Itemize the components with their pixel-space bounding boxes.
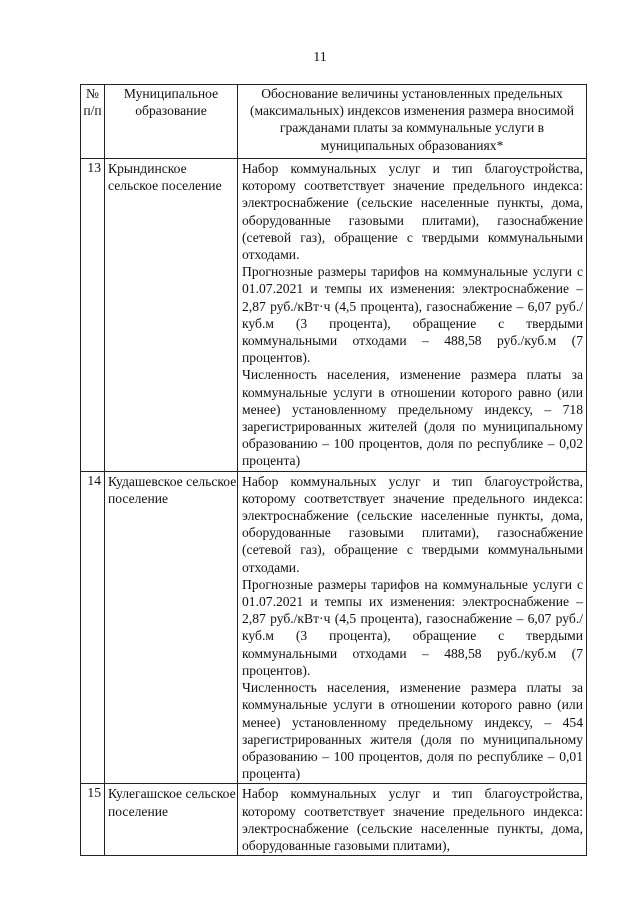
row-municipality: Кулегашское сельское поселение <box>105 784 238 856</box>
row-number: 14 <box>81 471 105 784</box>
header-number: № п/п <box>81 85 105 159</box>
row-number: 15 <box>81 784 105 856</box>
row-justification <box>238 784 587 856</box>
page-number: 11 <box>313 50 327 65</box>
tariffs-paragraph: Прогнозные размеры тарифов на коммунальные услуги с 01.07.2021 и темпы их изменения: электроснабжение – 2,87 руб./кВт·ч (4,5 процента), газоснабжение – 6,07 руб./куб.м (3 процента), обращение с твердыми коммунальными отходами – 488,58 руб./куб.м (7 процентов). <box>242 576 583 678</box>
row-municipality: Крындинское сельское поселение <box>105 159 238 472</box>
row-justification <box>238 159 587 472</box>
header-justification: Обоснование величины установленных предельных (максимальных) индексов изменения размера вносимой гражданами платы за коммунальные услуги в муниципальных образованиях* <box>238 85 587 159</box>
tariff-index-table <box>80 84 587 856</box>
row-municipality: Кудашевское сельское поселение <box>105 471 238 784</box>
tariffs-paragraph: Прогнозные размеры тарифов на коммунальные услуги с 01.07.2021 и темпы их изменения: электроснабжение – 2,87 руб./кВт·ч (4,5 процента), газоснабжение – 6,07 руб./куб.м (3 процента), обращение с твердыми коммунальными отходами – 488,58 руб./куб.м (7 процентов). <box>242 264 583 366</box>
services-paragraph: Набор коммунальных услуг и тип благоустройства, которому соответствует значение предельного индекса: электроснабжение (сельские населенные пункты, дома, оборудованные газовыми плитами), газоснабжение (сетевой газ), обращение с твердыми коммунальными отходами. <box>242 161 583 263</box>
table-header-row <box>81 85 587 159</box>
population-paragraph: Численность населения, изменение размера платы за коммунальные услуги в отношении которого равно (или менее) установленному предельному индексу, – 718 зарегистрированных жителей (доля по муниципальному образованию – 100 процентов, доля по республике – 0,02 процента) <box>242 367 583 469</box>
services-paragraph: Набор коммунальных услуг и тип благоустройства, которому соответствует значение предельного индекса: электроснабжение (сельские населенные пункты, дома, оборудованные газовыми плитами), <box>242 786 583 853</box>
table-row <box>81 159 587 472</box>
header-municipality: Муниципальное образование <box>105 85 238 159</box>
row-number: 13 <box>81 159 105 472</box>
table-row <box>81 784 587 856</box>
population-paragraph: Численность населения, изменение размера платы за коммунальные услуги в отношении которого равно (или менее) установленному предельному индексу, – 454 зарегистрированных жителя (доля по муниципальному образованию – 100 процентов, доля по республике – 0,01 процента) <box>242 680 583 782</box>
row-justification <box>238 471 587 784</box>
services-paragraph: Набор коммунальных услуг и тип благоустройства, которому соответствует значение предельного индекса: электроснабжение (сельские населенные пункты, дома, оборудованные газовыми плитами), газоснабжение (сетевой газ), обращение с твердыми коммунальными отходами. <box>242 473 583 575</box>
table-row <box>81 471 587 784</box>
